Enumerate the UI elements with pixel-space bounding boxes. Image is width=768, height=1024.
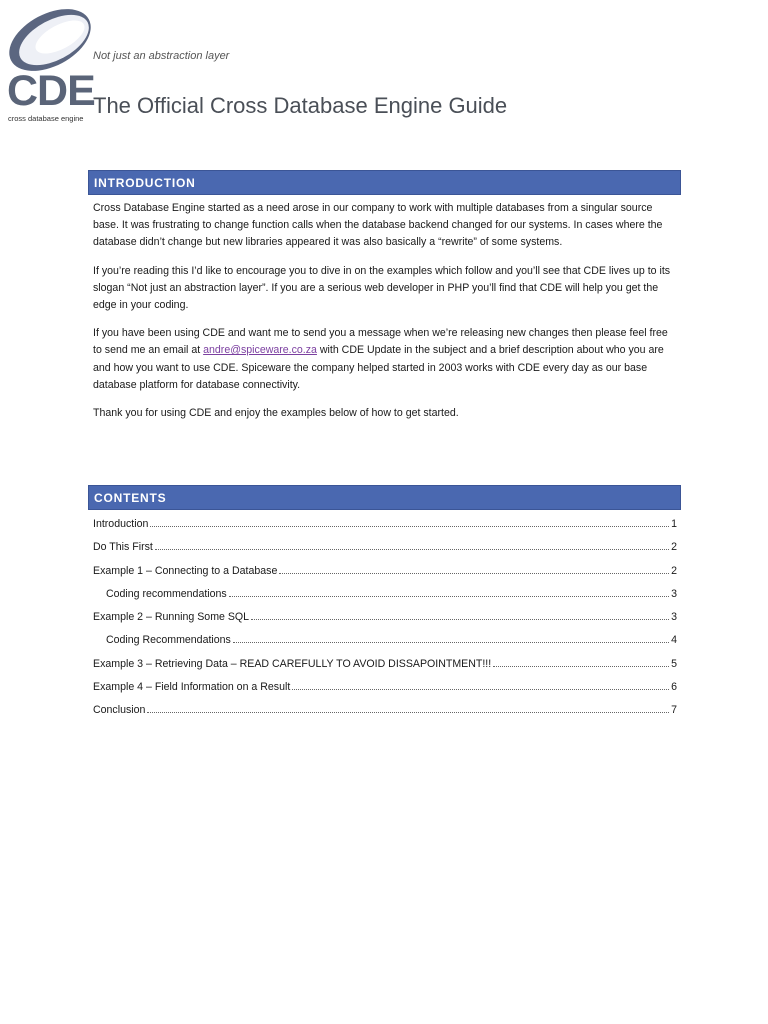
logo-wordmark: CDE <box>7 67 95 115</box>
intro-paragraph-2: If you’re reading this I’d like to encourage you to dive in on the examples which follow and you’ll see that CDE lives up to its slogan “Not just an abstraction layer”. If you are a serious web developer in PHP you’ll find that CDE will help you get the edge in your coding. <box>93 264 671 312</box>
contents-heading: CONTENTS <box>88 485 681 510</box>
toc-entry-label: Coding Recommendations <box>106 634 231 647</box>
cde-logo-swoosh-icon <box>3 4 95 74</box>
toc-leader <box>147 700 669 713</box>
toc-entry[interactable] <box>93 654 677 677</box>
toc-entry-label: Conclusion <box>93 704 146 717</box>
toc-entry[interactable] <box>93 700 677 723</box>
toc-entry-page: 3 <box>671 587 677 600</box>
toc-entry-page: 2 <box>671 564 677 577</box>
toc-leader <box>150 514 669 527</box>
toc-entry[interactable] <box>93 561 677 584</box>
logo-subtitle: cross database engine <box>8 114 84 123</box>
toc-entry[interactable] <box>93 677 677 700</box>
toc-entry-page: 4 <box>671 634 677 647</box>
introduction-heading: INTRODUCTION <box>88 170 681 195</box>
toc-entry-page: 2 <box>671 541 677 554</box>
toc-leader <box>155 537 669 550</box>
table-of-contents <box>93 514 677 724</box>
toc-entry-label: Example 4 – Field Information on a Result <box>93 681 291 694</box>
toc-entry-label: Do This First <box>93 541 153 554</box>
toc-entry-label: Example 2 – Running Some SQL <box>93 611 250 624</box>
toc-entry[interactable] <box>93 537 677 560</box>
toc-entry-page: 3 <box>671 611 677 624</box>
toc-entry-page: 7 <box>671 704 677 717</box>
email-link[interactable]: andre@spiceware.co.za <box>203 344 317 357</box>
toc-subentry[interactable] <box>93 630 677 653</box>
toc-leader <box>279 561 669 574</box>
toc-leader <box>251 607 669 620</box>
cde-logo <box>3 4 95 122</box>
toc-entry-label: Introduction <box>93 518 149 530</box>
toc-leader <box>233 630 669 643</box>
toc-entry-label: Example 3 – Retrieving Data – READ CAREFULLY TO AVOID DISSAPOINTMENT!!! <box>93 657 492 670</box>
toc-entry-page: 6 <box>671 681 677 694</box>
intro-paragraph-1: Cross Database Engine started as a need arose in our company to work with multiple databases from a singular source base. It was frustrating to change function calls when the database backend changed for our systems. In cases where the database didn’t change but new libraries appeared it was also basically a “rewrite” of some systems. <box>93 202 663 249</box>
introduction-body <box>93 200 677 433</box>
page-title: The Official Cross Database Engine Guide <box>93 93 508 118</box>
intro-paragraph-3 <box>93 325 677 394</box>
toc-subentry[interactable] <box>93 584 677 607</box>
toc-entry-page: 1 <box>671 518 677 530</box>
toc-entry-label: Example 1 – Connecting to a Database <box>93 564 278 577</box>
slogan: Not just an abstraction layer <box>93 50 230 62</box>
toc-leader <box>493 654 669 667</box>
toc-entry[interactable] <box>93 514 677 537</box>
toc-entry[interactable] <box>93 607 677 630</box>
toc-leader <box>292 677 669 690</box>
toc-entry-label: Coding recommendations <box>106 587 227 600</box>
toc-entry-page: 5 <box>671 657 677 670</box>
intro-paragraph-4: Thank you for using CDE and enjoy the examples below of how to get started. <box>93 407 459 420</box>
toc-leader <box>229 584 669 597</box>
intro-paragraph-3-start: If you have been using CDE and want me to send you a message when we’re releasing new changes then please feel free to send me an email at <box>93 327 668 357</box>
intro-paragraph-3-end: with CDE Update in the subject and a brief description about who you are and how you want to use CDE. Spiceware the company helped started in 2003 works with CDE every day as our base database platform for database connectivity. <box>93 344 664 391</box>
